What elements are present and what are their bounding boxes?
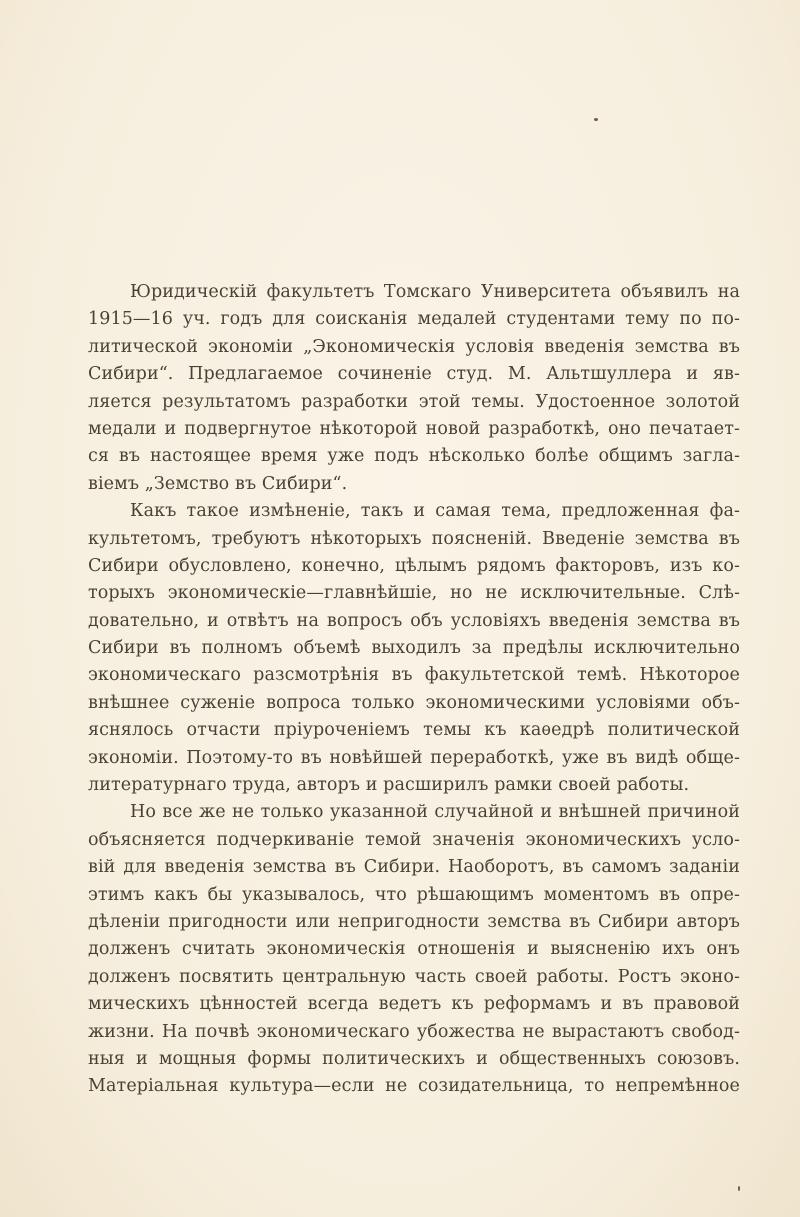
text-line: яснялось отчасти пріуроченіемъ темы къ каѳедрѣ политической	[88, 720, 740, 741]
text-line: объясняется подчеркиваніе темой значенія экономическихъ усло-	[88, 829, 740, 850]
text-line: Но все же не только указанной случайной и внѣшней причиной	[130, 802, 740, 823]
text-line: Сибири обусловлено, конечно, цѣлымъ рядомъ факторовъ, изъ ко-	[88, 555, 740, 576]
text-line: культетомъ, требуютъ нѣкоторыхъ поясненій. Введеніе земства въ	[88, 528, 740, 549]
text-line: ся въ настоящее время уже подъ нѣсколько болѣе общимъ загла-	[88, 446, 740, 467]
text-line: Матеріальная культура—если не созидательница, то непремѣнное	[88, 1076, 740, 1097]
text-line: 1915—16 уч. годъ для соисканія медалей студентами тему по по-	[88, 309, 740, 330]
text-line: внѣшнее суженіе вопроса только экономическими условіями объ-	[88, 692, 740, 713]
text-line: ныя и мощныя формы политическихъ и общественныхъ союзовъ.	[88, 1048, 740, 1069]
text-line: медали и подвергнутое нѣкоторой новой разработкѣ, оно печатает-	[88, 418, 740, 439]
text-line: Юридическій факультетъ Томскаго Университета объявилъ на	[130, 282, 740, 302]
text-line: ляется результатомъ разработки этой темы. Удостоенное золотой	[88, 391, 740, 412]
body-text	[88, 279, 740, 1101]
text-line: долженъ считать экономическія отношенія и выясненію ихъ онъ	[88, 939, 740, 960]
text-line: литической экономіи „Экономическія условія введенія земства въ	[88, 336, 740, 357]
paragraph-2	[88, 498, 740, 799]
text-line: дѣленіи пригодности или непригодности земства въ Сибири авторъ	[88, 911, 740, 932]
text-line: довательно, и отвѣтъ на вопросъ объ условіяхъ введенія земства въ	[88, 610, 740, 631]
text-line: торыхъ экономическіе—главнѣйшіе, но не исключительные. Слѣ-	[88, 583, 740, 604]
text-line: Сибири въ полномъ объемѣ выходилъ за предѣлы исключительно	[88, 638, 740, 659]
ink-speck	[738, 1186, 740, 1191]
text-line: этимъ какъ бы указывалось, что рѣшающимъ моментомъ въ опре-	[88, 884, 740, 905]
text-line: вій для введенія земства въ Сибири. Наоборотъ, въ самомъ заданіи	[88, 857, 740, 878]
text-line: Сибири“. Предлагаемое сочиненіе студ. М. Альтшуллера и яв-	[88, 364, 740, 385]
text-line: мическихъ цѣнностей всегда ведетъ къ реформамъ и въ правовой	[88, 994, 740, 1015]
text-line: віемъ „Земство въ Сибири“.	[88, 473, 348, 494]
text-line: литературнаго труда, авторъ и расширилъ рамки своей работы.	[88, 775, 690, 796]
text-line: Какъ такое измѣненіе, такъ и самая тема, предложенная фа-	[130, 501, 740, 522]
ink-speck	[594, 118, 598, 121]
text-line: экономіи. Поэтому-то въ новѣйшей переработкѣ, уже въ видѣ обще-	[88, 747, 740, 768]
paragraph-3	[88, 799, 740, 1100]
text-line: жизни. На почвѣ экономическаго убожества не вырастаютъ свобод-	[88, 1021, 740, 1042]
text-line: экономическаго разсмотрѣнія въ факультетской темѣ. Нѣкоторое	[88, 665, 740, 686]
paragraph-1	[88, 279, 740, 498]
text-line: долженъ посвятить центральную часть своей работы. Ростъ эконо-	[88, 966, 740, 987]
